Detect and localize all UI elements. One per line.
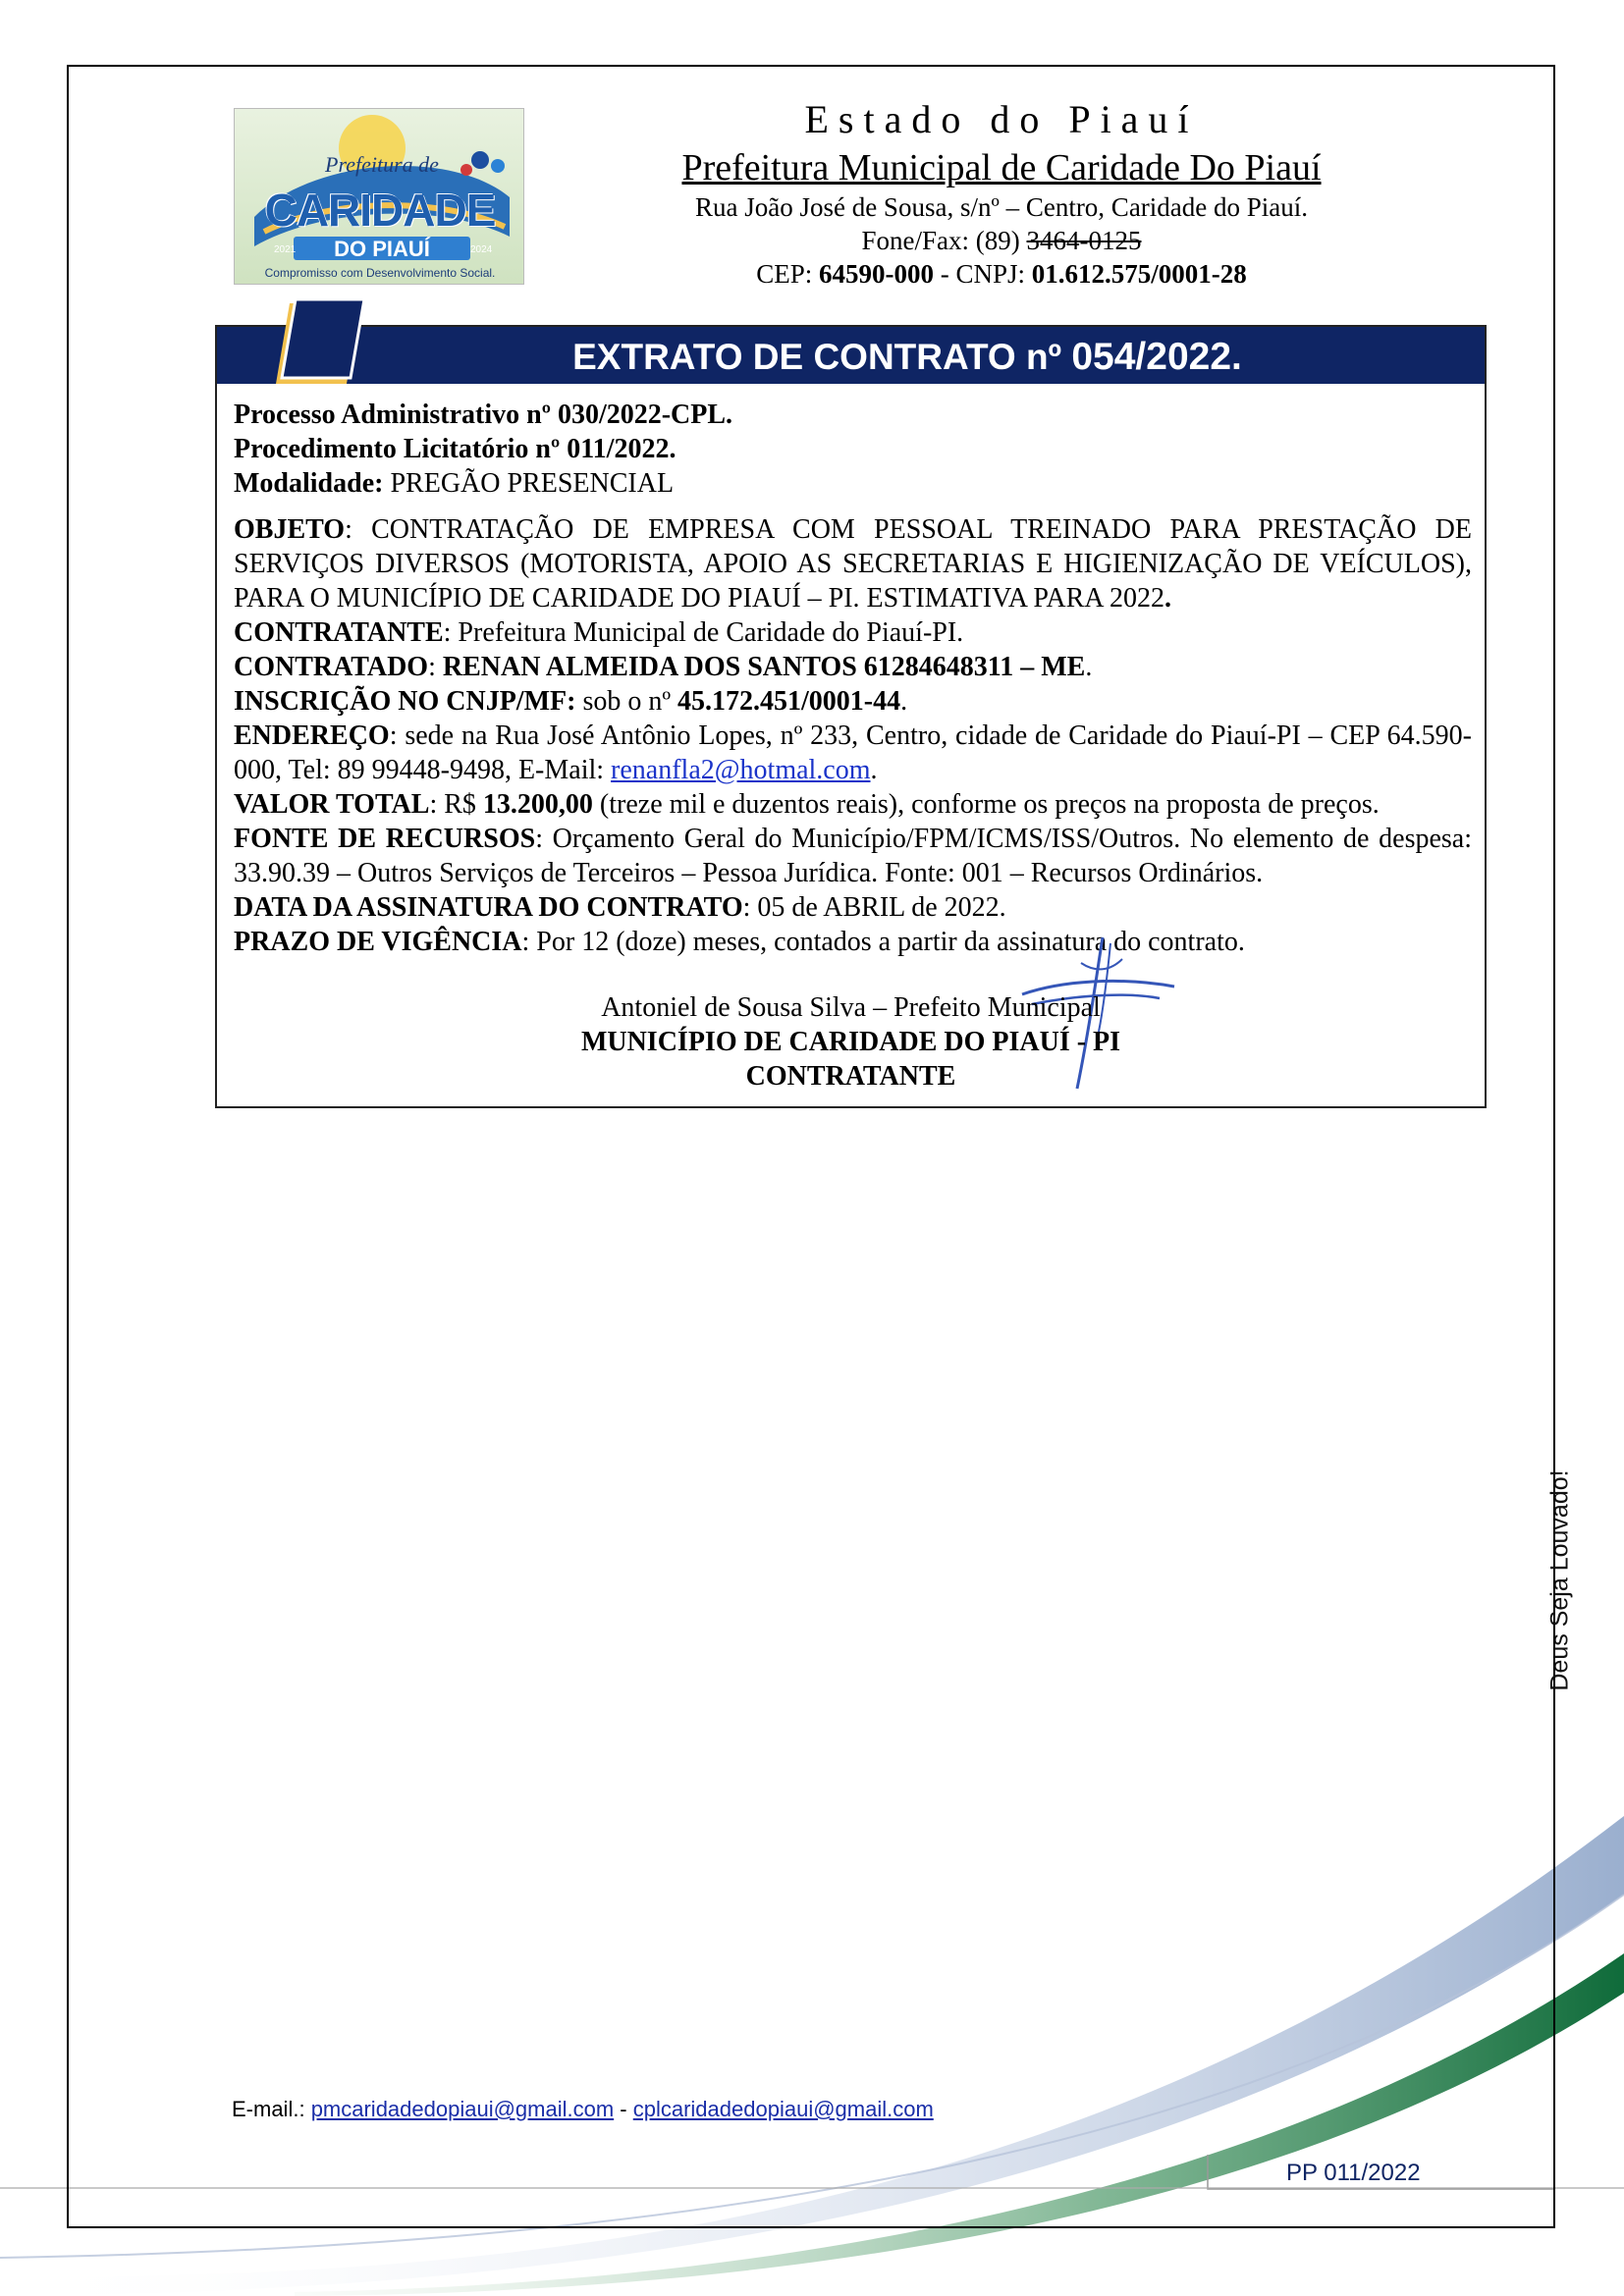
contratado-end: . (1085, 652, 1093, 682)
inscricao-line (234, 684, 1472, 719)
prefeitura-name: Prefeitura Municipal de Caridade Do Piauí (681, 147, 1322, 188)
fonte-paragraph (234, 822, 1472, 890)
footer-email-separator: - (614, 2097, 633, 2121)
signatory-name: Antoniel de Sousa Silva – Prefeito Municipal (601, 992, 1101, 1023)
signature-block (217, 990, 1485, 1094)
letterhead (628, 94, 1375, 291)
side-motto (1545, 1463, 1575, 1698)
inscricao-label: INSCRIÇÃO NO CNJP/MF: (234, 686, 576, 717)
phone-line (628, 224, 1375, 257)
contratante-value: : Prefeitura Municipal de Caridade do Piauí-PI. (443, 617, 964, 648)
signatory-role: CONTRATANTE (745, 1061, 956, 1092)
procedure-reference: PP 011/2022 (1286, 2160, 1421, 2186)
contract-title (217, 327, 1485, 384)
cnpj-label: - CNPJ: (934, 259, 1032, 289)
contract-title-label: EXTRATO DE CONTRATO nº (572, 337, 1072, 377)
logo-top-text: Prefeitura de (325, 152, 439, 177)
logo-year-right: 2024 (470, 244, 493, 255)
inscricao-text: sob o nº (575, 686, 678, 717)
objeto-value: : CONTRATAÇÃO DE EMPRESA COM PESSOAL TREINADO PARA PRESTAÇÃO DE SERVIÇOS DIVERSOS (MOTORISTA, APOIO AS SECRETARIAS E HIGIENIZAÇÃO DE VEÍCULOS), PARA O MUNICÍPIO DE CARIDADE DO PIAUÍ – PI. ESTIMATIVA PARA 2022 (234, 514, 1472, 614)
contratado-sep: : (428, 652, 443, 682)
municipality-logo (234, 108, 524, 285)
fonte-value: : Orçamento Geral do Município/FPM/ICMS/ISS/Outros. No elemento de despesa: 33.90.39 – Outros Serviços de Terceiros – Pessoa Jurídica. Fonte: 001 – Recursos Ordinários. (234, 824, 1472, 888)
cep-cnpj-line (628, 257, 1375, 291)
address-line: Rua João José de Sousa, s/nº – Centro, Caridade do Piauí. (694, 192, 1309, 222)
modalidade-value: PREGÃO PRESENCIAL (383, 468, 675, 499)
endereco-value: : sede na Rua José Antônio Lopes, nº 233, Centro, cidade de Caridade do Piauí-PI – CEP 64.590-000, Tel: 89 99448-9498, E-Mail: (234, 721, 1472, 785)
processo-line: Processo Administrativo nº 030/2022-CPL. (234, 400, 733, 430)
modalidade-line (234, 466, 1472, 501)
prazo-label: PRAZO DE VIGÊNCIA (234, 927, 522, 957)
valor-label: VALOR TOTAL (234, 789, 430, 820)
procedimento-line: Procedimento Licitatório nº 011/2022. (234, 434, 677, 464)
contratado-line (234, 650, 1472, 684)
logo-tagline: Compromisso com Desenvolvimento Social. (264, 266, 496, 280)
footer-email-1-link[interactable]: pmcaridadedopiaui@gmail.com (310, 2097, 615, 2121)
contratante-line (234, 615, 1472, 650)
valor-prefix: : R$ (429, 789, 483, 820)
objeto-end: . (1164, 583, 1171, 614)
contratado-value: RENAN ALMEIDA DOS SANTOS 61284648311 – ME (442, 652, 1086, 682)
contratado-email-link[interactable]: renanfla2@hotmal.com (611, 755, 871, 785)
cnpj-value: 01.612.575/0001-28 (1031, 259, 1247, 289)
cep-label: CEP: (756, 259, 819, 289)
endereco-label: ENDEREÇO (234, 721, 390, 751)
inscricao-end: . (900, 686, 908, 717)
side-motto-text: Deus Seja Louvado! (1545, 1469, 1574, 1691)
contratante-label: CONTRATANTE (234, 617, 444, 648)
logo-year-left: 2021 (274, 244, 297, 255)
valor-line (234, 787, 1472, 822)
contratado-label: CONTRATADO (234, 652, 429, 682)
objeto-label: OBJETO (234, 514, 346, 545)
endereco-paragraph (234, 719, 1472, 787)
footer-email-2-link[interactable]: cplcaridadedopiaui@gmail.com (632, 2097, 934, 2121)
cep-value: 64590-000 (819, 259, 934, 289)
contract-extract-box (215, 325, 1487, 1108)
inscricao-value: 45.172.451/0001-44 (677, 686, 901, 717)
contract-number: 054/2022. (1071, 336, 1242, 378)
data-line (234, 890, 1472, 925)
signatory-municipio: MUNICÍPIO DE CARIDADE DO PIAUÍ - PI (580, 1027, 1121, 1057)
phone-number: 3464-0125 (1026, 226, 1142, 255)
contract-body (234, 398, 1472, 959)
prazo-line (234, 925, 1472, 959)
data-label: DATA DA ASSINATURA DO CONTRATO (234, 892, 743, 923)
fonte-label: FONTE DE RECURSOS (234, 824, 536, 854)
valor-value: 13.200,00 (482, 789, 593, 820)
footer-email-label: E-mail.: (232, 2097, 311, 2121)
modalidade-label: Modalidade: (234, 468, 384, 499)
phone-label: Fone/Fax: (89) (861, 226, 1027, 255)
endereco-end: . (870, 755, 878, 785)
valor-text: (treze mil e duzentos reais), conforme os preços na proposta de preços. (592, 789, 1380, 820)
data-value: : 05 de ABRIL de 2022. (742, 892, 1006, 923)
state-name: Estado do Piauí (804, 97, 1199, 141)
objeto-paragraph (234, 512, 1472, 615)
logo-sub-text: DO PIAUÍ (334, 237, 430, 261)
logo-main-text: CARIDADE (264, 185, 496, 236)
footer-email-line (232, 2097, 934, 2122)
prazo-value: : Por 12 (doze) meses, contados a partir da assinatura do contrato. (521, 927, 1245, 957)
